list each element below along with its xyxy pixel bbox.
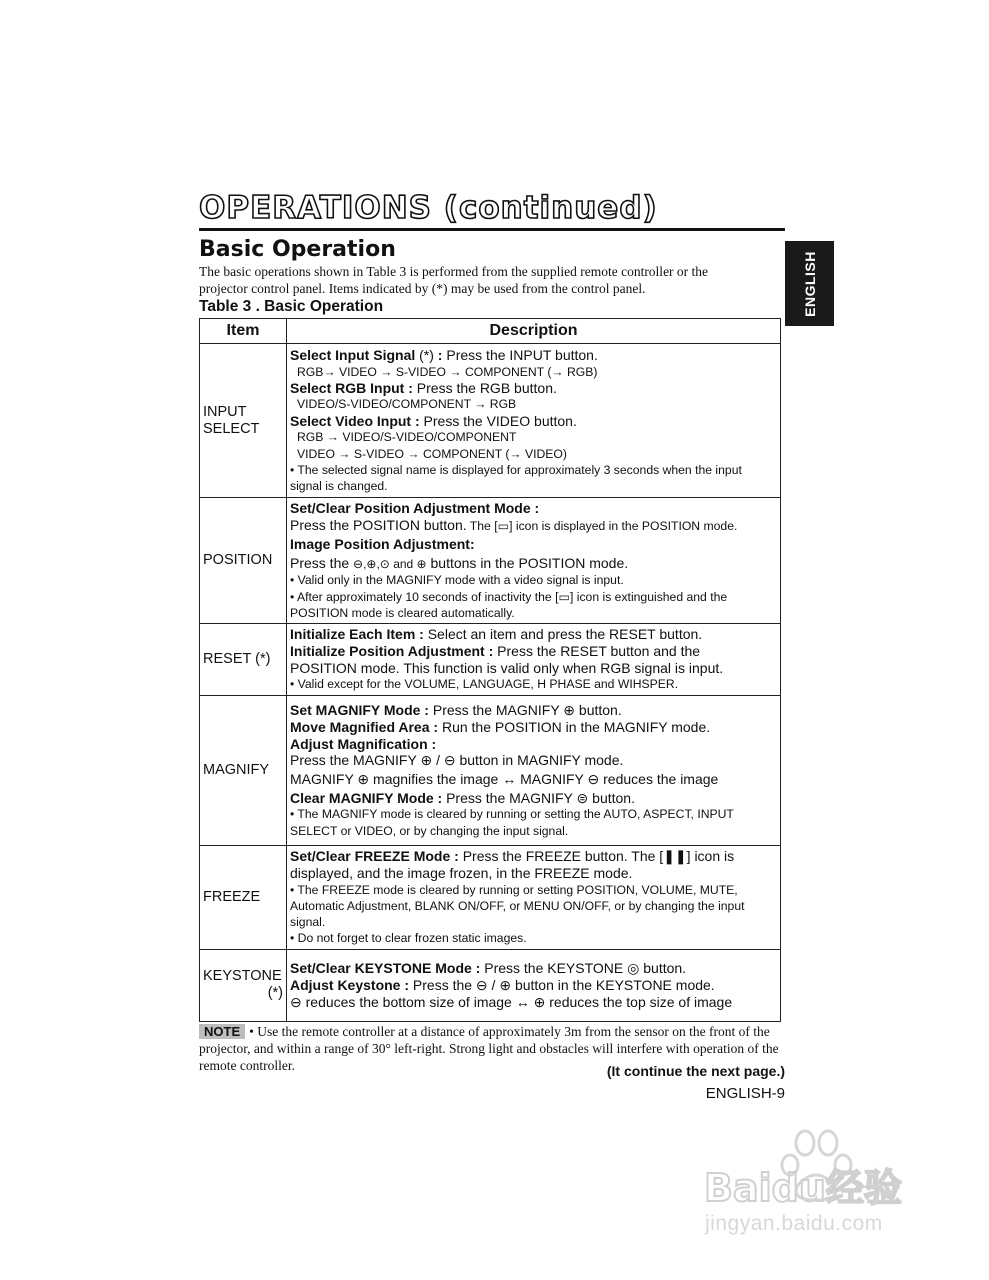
continue-notice: (It continue the next page.) [606, 1063, 785, 1079]
text: Press the FREEZE button. The [❚❚] icon is [458, 848, 735, 865]
keyword: Move Magnified Area : [290, 718, 439, 735]
desc-input-select [287, 344, 781, 498]
intro-line-2: projector control panel. Items indicated by (*) may be used from the control panel. [199, 281, 646, 296]
language-tab [785, 241, 834, 326]
keyword: Select RGB Input : [290, 379, 413, 396]
item-input-select [200, 344, 287, 498]
keyword: Set/Clear FREEZE Mode : [290, 848, 459, 865]
keyword: Adjust Magnification : [290, 735, 437, 752]
text: MAGNIFY ⊕ magnifies the image ↔ MAGNIFY ⊖ reduces the image [290, 770, 719, 787]
text: Press the [290, 554, 354, 571]
text: Press the MAGNIFY ⊜ button. [442, 789, 635, 806]
item-label-line-1: INPUT [203, 403, 247, 420]
table-row-input-select [200, 344, 781, 498]
keyword: Initialize Position Adjustment : [290, 642, 494, 659]
note-badge: NOTE [199, 1024, 245, 1039]
desc-magnify [287, 695, 781, 845]
desc-reset [287, 623, 781, 695]
column-header-description: Description [287, 319, 781, 344]
note-text: • Valid only in the MAGNIFY mode with a video signal is input. [290, 573, 624, 588]
keyword: : [433, 346, 443, 363]
column-header-item: Item [200, 319, 287, 344]
item-label-line-2: SELECT [203, 420, 260, 437]
note-text: • The selected signal name is displayed for approximately 3 seconds when the input signal is changed. [290, 462, 742, 493]
star-marker: (*) [419, 346, 434, 363]
sequence-text: VIDEO → S-VIDEO → COMPONENT (→ VIDEO) [297, 446, 567, 461]
item-freeze: FREEZE [200, 845, 287, 949]
text: Press the KEYSTONE ◎ button. [480, 960, 687, 977]
desc-keystone [287, 949, 781, 1021]
text: Press the VIDEO button. [419, 412, 577, 429]
table-row-keystone [200, 949, 781, 1021]
text: The [▭] icon is displayed in the POSITION mode. [466, 518, 738, 533]
item-reset: RESET (*) [200, 623, 287, 695]
text: Press the RGB button. [412, 379, 557, 396]
keyword: Set/Clear KEYSTONE Mode : [290, 960, 481, 977]
keyword: Adjust Keystone : [290, 977, 410, 994]
text: Press the ⊖ / ⊕ button in the KEYSTONE mode. [409, 977, 715, 994]
operations-table [199, 318, 781, 1022]
title-rule [199, 228, 785, 231]
text: Press the POSITION button. [290, 516, 467, 533]
intro-text [199, 263, 785, 297]
table-header-row [200, 319, 781, 344]
table-row-position [200, 498, 781, 624]
item-keystone [200, 949, 287, 1021]
note-text: • Do not forget to clear frozen static images. [290, 931, 527, 946]
keyword: Set MAGNIFY Mode : [290, 702, 429, 719]
note-text: • After approximately 10 seconds of inactivity the [▭] icon is extinguished and the POSITION mode is cleared automatically. [290, 589, 728, 620]
page-title: OPERATIONS (continued) [199, 190, 658, 226]
item-label-line-1: KEYSTONE [203, 968, 282, 985]
text: Run the POSITION in the MAGNIFY mode. [438, 718, 711, 735]
note-text: • Use the remote controller at a distance of approximately 3m from the sensor on the front of the projector, and within a range of 30° left-right. Strong light and obstacles will interfere with operation of the remote controller. [199, 1024, 779, 1073]
watermark-brand: Baidu经验 [704, 1166, 902, 1210]
note-text: • The MAGNIFY mode is cleared by running or setting the AUTO, ASPECT, INPUT SELECT or VIDEO, or by changing the input signal. [290, 807, 734, 838]
text: POSITION mode. This function is valid only when RGB signal is input. [290, 659, 724, 676]
text: Press the MAGNIFY ⊕ button. [428, 702, 622, 719]
sequence-text: VIDEO/S-VIDEO/COMPONENT → RGB [297, 397, 517, 412]
table-row-reset [200, 623, 781, 695]
keyword: Clear MAGNIFY Mode : [290, 789, 443, 806]
keyword: Image Position Adjustment: [290, 535, 475, 552]
desc-freeze [287, 845, 781, 949]
text: ⊖ reduces the bottom size of image ↔ ⊕ reduces the top size of image [290, 993, 733, 1010]
keyword: Select Video Input : [290, 412, 420, 429]
text: Press the INPUT button. [442, 346, 598, 363]
item-magnify: MAGNIFY [200, 695, 287, 845]
note-text: • Valid except for the VOLUME, LANGUAGE, H PHASE and WIHSPER. [290, 677, 679, 692]
keyword: Initialize Each Item : [290, 626, 424, 643]
arrow-buttons-icons: ⊖,⊕,⊙ and ⊕ [353, 556, 427, 571]
keyword: Set/Clear Position Adjustment Mode : [290, 500, 540, 516]
text: Select an item and press the RESET button. [423, 626, 703, 643]
page-number: ENGLISH-9 [705, 1085, 785, 1102]
section-title: Basic Operation [199, 237, 396, 262]
intro-line-1: The basic operations shown in Table 3 is performed from the supplied remote controller or the [199, 264, 709, 279]
star-marker: (*) [267, 985, 283, 1002]
text: buttons in the POSITION mode. [426, 554, 629, 571]
keyword: Select Input Signal [290, 346, 416, 363]
text: displayed, and the image frozen, in the FREEZE mode. [290, 865, 633, 882]
sequence-text: RGB→ VIDEO → S-VIDEO → COMPONENT (→ RGB) [297, 364, 598, 379]
table-caption: Table 3 . Basic Operation [199, 298, 384, 315]
language-tab-label: ENGLISH [801, 250, 818, 317]
desc-position [287, 498, 781, 624]
text: Press the MAGNIFY ⊕ / ⊖ button in MAGNIFY mode. [290, 752, 624, 769]
text: Press the RESET button and the [493, 642, 701, 659]
note-text: • The FREEZE mode is cleared by running or setting POSITION, VOLUME, MUTE, Automatic Adjustment, BLANK ON/OFF, or MENU ON/OFF, or by changing the input signal. [290, 882, 745, 930]
table-row-magnify [200, 695, 781, 845]
item-position: POSITION [200, 498, 287, 624]
sequence-text: RGB → VIDEO/S-VIDEO/COMPONENT [297, 430, 517, 445]
watermark-url: jingyan.baidu.com [705, 1212, 883, 1235]
table-row-freeze [200, 845, 781, 949]
